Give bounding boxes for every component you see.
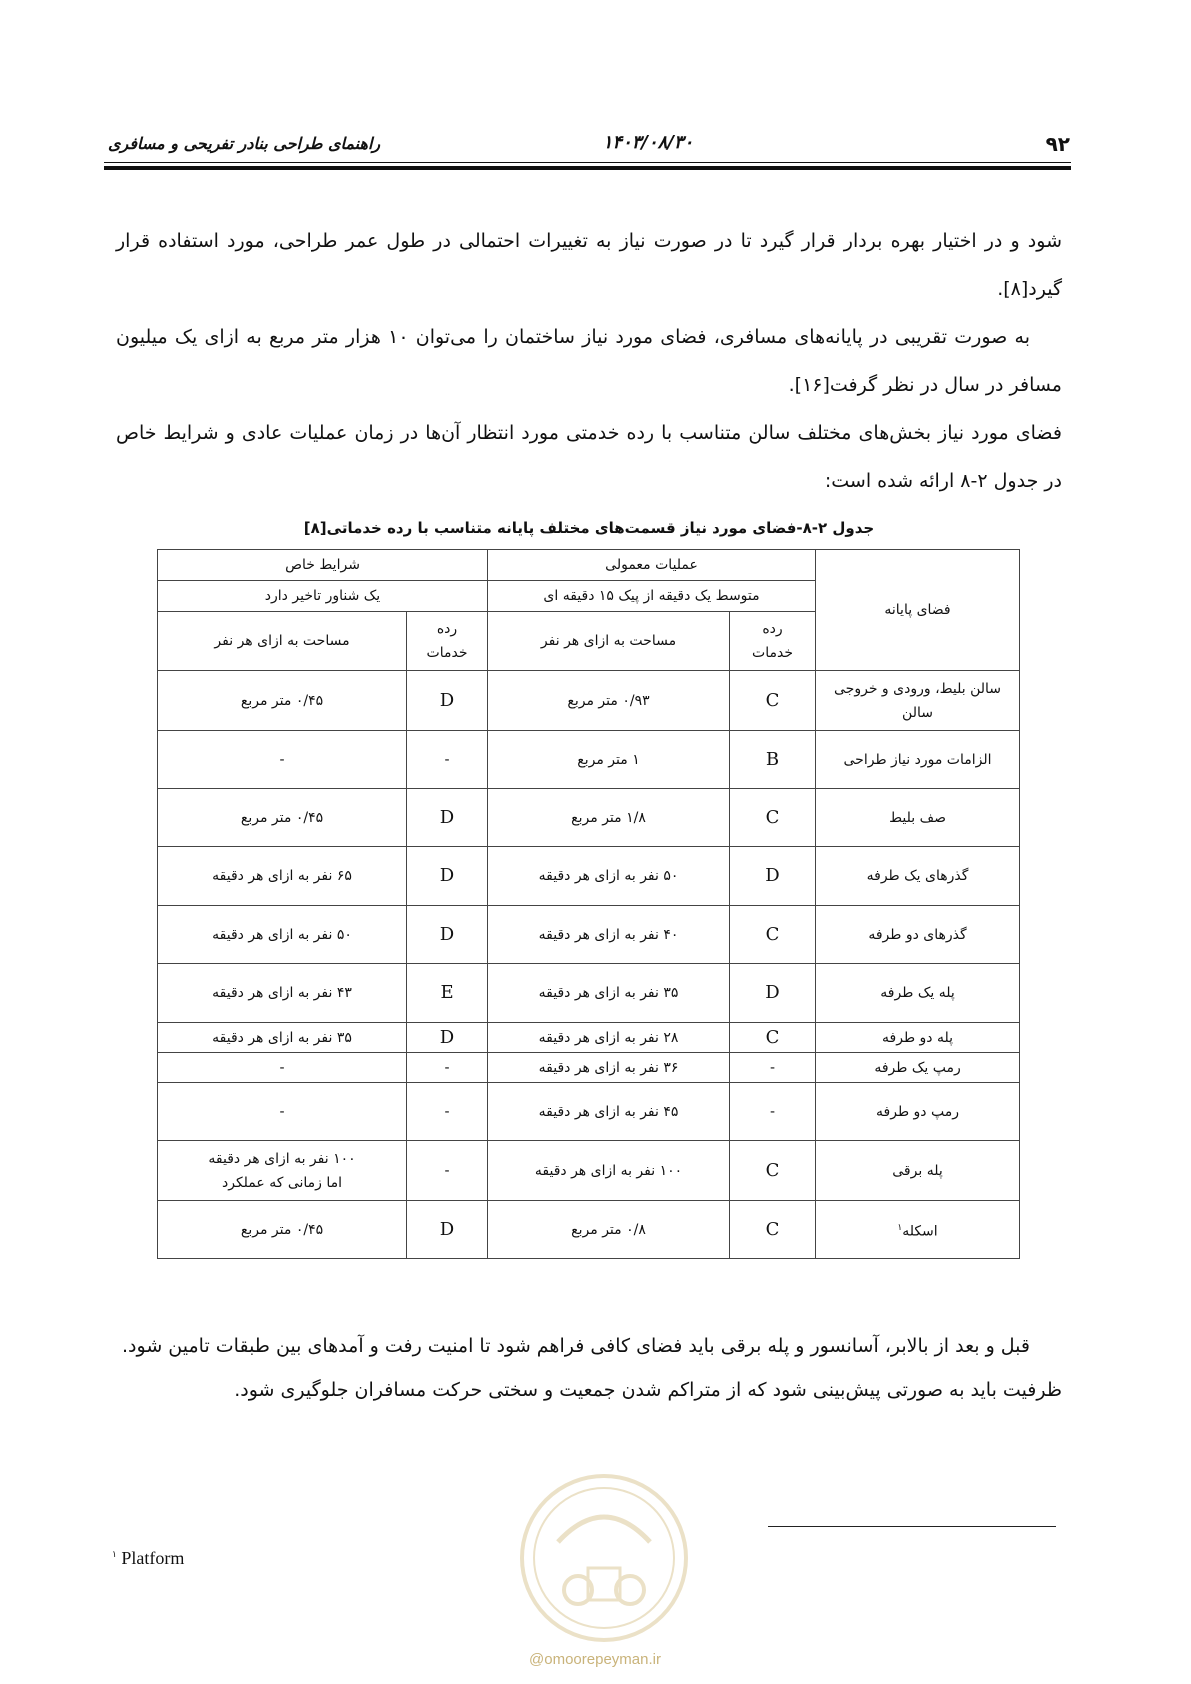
watermark-stamp-icon <box>518 1472 690 1644</box>
footnote <box>112 1548 184 1569</box>
header-normal-condition: متوسط یک دقیقه از پیک ۱۵ دقیقه ای <box>488 581 816 612</box>
cell-normal-los: C <box>730 789 816 847</box>
cell-normal-area: ۱۰۰ نفر به ازای هر دقیقه <box>488 1141 730 1201</box>
table-row <box>158 1023 1020 1053</box>
cell-special-area: - <box>158 731 407 789</box>
cell-normal-area: ۴۵ نفر به ازای هر دقیقه <box>488 1083 730 1141</box>
cell-normal-los: C <box>730 1023 816 1053</box>
paragraph-1-text: شود و در اختیار بهره بردار قرار گیرد تا در صورت نیاز به تغییرات احتمالی در طول عمر طراحی، مورد استفاده قرار گیرد[۸]. <box>116 230 1062 300</box>
table-row <box>158 1083 1020 1141</box>
cell-space: پله برقی <box>816 1141 1020 1201</box>
cell-special-area: ۰/۴۵ متر مربع <box>158 671 407 731</box>
header-special-conditions: شرایط خاص <box>158 550 488 581</box>
table-row <box>158 671 1020 731</box>
footnote-number: ۱ <box>112 1549 117 1559</box>
footnote-ref: ۱ <box>897 1222 903 1233</box>
cell-normal-los: B <box>730 731 816 789</box>
header-area-per-person: مساحت به ازای هر نفر <box>488 612 730 671</box>
table-row <box>158 1053 1020 1083</box>
cell-special-area-line-1: ۱۰۰ نفر به ازای هر دقیقه <box>208 1150 356 1167</box>
page-number: ۹۲ <box>1045 132 1070 156</box>
cell-normal-area: ۰/۹۳ متر مربع <box>488 671 730 731</box>
cell-special-los: - <box>407 1083 488 1141</box>
table-row <box>158 847 1020 906</box>
table-row <box>158 731 1020 789</box>
cell-normal-los: C <box>730 906 816 964</box>
cell-special-los: D <box>407 1201 488 1259</box>
cell-space: رمپ دو طرفه <box>816 1083 1020 1141</box>
table-header-row <box>158 550 1020 581</box>
cell-space: الزامات مورد نیاز طراحی <box>816 731 1020 789</box>
header-rule-thin <box>104 162 1071 163</box>
table-caption: جدول ۲-۸-فضای مورد نیاز قسمت‌های مختلف پایانه متناسب با رده خدماتی[۸] <box>303 519 875 537</box>
header-special-condition: یک شناور تاخیر دارد <box>158 581 488 612</box>
cell-special-los: D <box>407 906 488 964</box>
paragraph-5-text: ظرفیت باید به صورتی پیش‌بینی شود که از متراکم شدن جمعیت و سختی حرکت مسافران جلوگیری شود. <box>234 1379 1062 1401</box>
table-row <box>158 789 1020 847</box>
cell-space: رمپ یک طرفه <box>816 1053 1020 1083</box>
table-row <box>158 964 1020 1023</box>
header-service-level: رده خدمات <box>407 612 488 671</box>
cell-normal-area: ۲۸ نفر به ازای هر دقیقه <box>488 1023 730 1053</box>
cell-space: صف بلیط <box>816 789 1020 847</box>
cell-normal-los: C <box>730 671 816 731</box>
cell-normal-area: ۱/۸ متر مربع <box>488 789 730 847</box>
paragraph-2 <box>116 313 1062 409</box>
cell-normal-area: ۳۶ نفر به ازای هر دقیقه <box>488 1053 730 1083</box>
cell-normal-area: ۴۰ نفر به ازای هر دقیقه <box>488 906 730 964</box>
cell-space: پله دو طرفه <box>816 1023 1020 1053</box>
cell-special-area: - <box>158 1053 407 1083</box>
watermark-text: @omoorepeyman.ir <box>529 1651 661 1668</box>
cell-special-area: - <box>158 1083 407 1141</box>
cell-special-los: E <box>407 964 488 1023</box>
paragraph-5 <box>116 1368 1062 1412</box>
cell-normal-los: - <box>730 1083 816 1141</box>
cell-normal-los: D <box>730 847 816 906</box>
cell-normal-area: ۰/۸ متر مربع <box>488 1201 730 1259</box>
cell-normal-los: C <box>730 1141 816 1201</box>
terminal-space-table <box>157 549 1020 1259</box>
cell-space-text: اسکله <box>902 1223 938 1240</box>
cell-special-los: D <box>407 1023 488 1053</box>
cell-space: سالن بلیط، ورودی و خروجی سالن <box>816 671 1020 731</box>
paragraph-4 <box>116 1324 1062 1368</box>
cell-special-area-line-2: اما زمانی که عملکرد <box>221 1174 343 1191</box>
footnote-text: Platform <box>121 1548 185 1568</box>
cell-special-area: ۳۵ نفر به ازای هر دقیقه <box>158 1023 407 1053</box>
book-title: راهنمای طراحی بنادر تفریحی و مسافری <box>108 134 381 153</box>
cell-special-los: - <box>407 1141 488 1201</box>
cell-special-area: ۶۵ نفر به ازای هر دقیقه <box>158 847 407 906</box>
cell-space: گذرهای یک طرفه <box>816 847 1020 906</box>
cell-special-area: ۵۰ نفر به ازای هر دقیقه <box>158 906 407 964</box>
cell-special-area <box>158 1141 407 1201</box>
header-normal-operation: عملیات معمولی <box>488 550 816 581</box>
table-row <box>158 1141 1020 1201</box>
header-rule-thick <box>104 166 1071 170</box>
table-row <box>158 1201 1020 1259</box>
paragraph-3 <box>116 409 1062 505</box>
cell-normal-area: ۵۰ نفر به ازای هر دقیقه <box>488 847 730 906</box>
cell-special-los: - <box>407 1053 488 1083</box>
cell-space: گذرهای دو طرفه <box>816 906 1020 964</box>
cell-special-los: D <box>407 789 488 847</box>
cell-special-area: ۴۳ نفر به ازای هر دقیقه <box>158 964 407 1023</box>
cell-normal-los: D <box>730 964 816 1023</box>
cell-normal-los: C <box>730 1201 816 1259</box>
header-terminal-space: فضای پایانه <box>816 550 1020 671</box>
paragraph-4-text: قبل و بعد از بالابر، آسانسور و پله برقی باید فضای کافی فراهم شود تا امنیت رفت و آمدهای بین طبقات تامین شود. <box>122 1335 1030 1357</box>
paragraph-2-text: به صورت تقریبی در پایانه‌های مسافری، فضای مورد نیاز ساختمان را می‌توان ۱۰ هزار متر مربع به ازای یک میلیون مسافر در سال در نظر گرفت[۱۶]. <box>116 326 1062 396</box>
cell-normal-area: ۱ متر مربع <box>488 731 730 789</box>
table-row <box>158 906 1020 964</box>
paragraph-1 <box>116 217 1062 313</box>
cell-special-area: ۰/۴۵ متر مربع <box>158 789 407 847</box>
paragraph-3-text: فضای مورد نیاز بخش‌های مختلف سالن متناسب با رده خدمتی مورد انتظار آن‌ها در زمان عملیات عادی و شرایط خاص در جدول ۲-۸ ارائه شده است: <box>116 422 1062 492</box>
header-service-level: رده خدمات <box>730 612 816 671</box>
page-header <box>108 128 1070 158</box>
cell-normal-area: ۳۵ نفر به ازای هر دقیقه <box>488 964 730 1023</box>
cell-special-los: - <box>407 731 488 789</box>
footnote-rule <box>768 1526 1056 1527</box>
cell-special-area: ۰/۴۵ متر مربع <box>158 1201 407 1259</box>
header-date: ۱۴۰۳/۰۸/۳۰ <box>602 132 694 153</box>
header-area-per-person: مساحت به ازای هر نفر <box>158 612 407 671</box>
cell-space <box>816 1201 1020 1259</box>
cell-special-los: D <box>407 671 488 731</box>
cell-space: پله یک طرفه <box>816 964 1020 1023</box>
cell-normal-los: - <box>730 1053 816 1083</box>
cell-special-los: D <box>407 847 488 906</box>
